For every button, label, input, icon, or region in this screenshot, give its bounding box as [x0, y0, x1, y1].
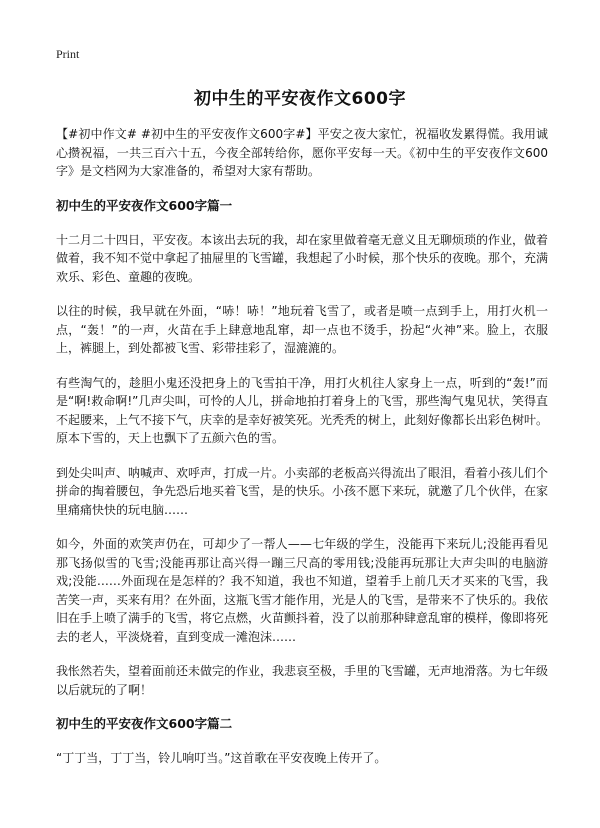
intro-paragraph: 【#初中作文# #初中生的平安夜作文600字#】平安之夜大家忙，祝福收发累得慌。我用诚心攒祝福，一共三百六十五，今夜全部转给你，愿你平安每一天。《初中生的平安夜作文600字》是文档网为大家准备的，希望对大家有帮助。: [56, 127, 548, 178]
paragraph: 十二月二十四日，平安夜。本该出去玩的我，却在家里做着毫无意义且无聊烦琐的作业，做着做着，我不知不觉中拿起了抽屉里的飞雪罐，我想起了小时候，那个快乐的夜晚。那个，充满欢乐、彩色、童趣的夜晚。: [56, 232, 549, 284]
paragraph: “丁丁当，丁丁当，铃儿响叮当。”这首歌在平安夜晚上传开了。: [56, 751, 387, 765]
print-label: Print: [56, 47, 80, 61]
article-body: [56, 125, 548, 784]
section-heading-2: 初中生的平安夜作文600字篇二: [56, 716, 233, 731]
paragraph: 到处尖叫声、呐喊声、欢呼声，打成一片。小卖部的老板高兴得流出了眼泪，看着小孩儿们个拼命的掏着腰包，争先恐后地买着飞雪，是的快乐。小孩不愿下来玩，就邀了几个伙伴，在家里痛痛快快的玩电脑……: [56, 465, 549, 517]
paragraph: 我怅然若失，望着面前还未做完的作业，我悲哀至极，手里的飞雪罐，无声地滑落。为七年级以后就玩的了啊！: [56, 664, 549, 697]
paragraph: 以往的时候，我早就在外面，“哧！哧！”地玩着飞雪了，或者是喷一点到手上，用打火机一点，“轰！”的一声，火苗在手上肆意地乱窜，却一点也不烫手，扮起“火神”来。脸上，衣服上，裤腿上，到处都被飞雪、彩带挂彩了，湿漉漉的。: [56, 304, 548, 355]
paragraph: 如今，外面的欢笑声仍在，可却少了一帮人——七年级的学生，没能再下来玩儿;没能再看见那飞扬似雪的飞雪;没能再那让高兴得一蹦三尺高的零用钱;没能再玩那让大声尖叫的电脑游戏;没能……外面现在是怎样的？我不知道，我也不知道，望着手上前几天才买来的飞雪，我苦笑一声，买来有用？在外面，这瓶飞雪才能作用，光是人的飞雪，是带来不了快乐的。我依旧在手上喷了满手的飞雪，将它点燃，火苗颤抖着，没了以前那种肆意乱窜的模样，像即将死去的老人，平淡烧着，直到变成一滩泡沫……: [56, 537, 549, 644]
paragraph: 有些淘气的，趁胆小鬼还没把身上的飞雪拍干净，用打火机往人家身上一点，听到的“轰!”而是“啊!救命啊!”几声尖叫，可怜的人儿，拼命地拍打着身上的飞雪，那些淘气鬼见状，笑得直不起腰来，上气不接下气，庆幸的是幸好被笑死。光秃秃的树上，此刻好像都长出彩色树叶。原本下雪的，天上也飘下了五颜六色的雪。: [56, 375, 549, 445]
article-title: 初中生的平安夜作文600字: [194, 89, 406, 109]
section-heading-1: 初中生的平安夜作文600字篇一: [56, 197, 233, 213]
